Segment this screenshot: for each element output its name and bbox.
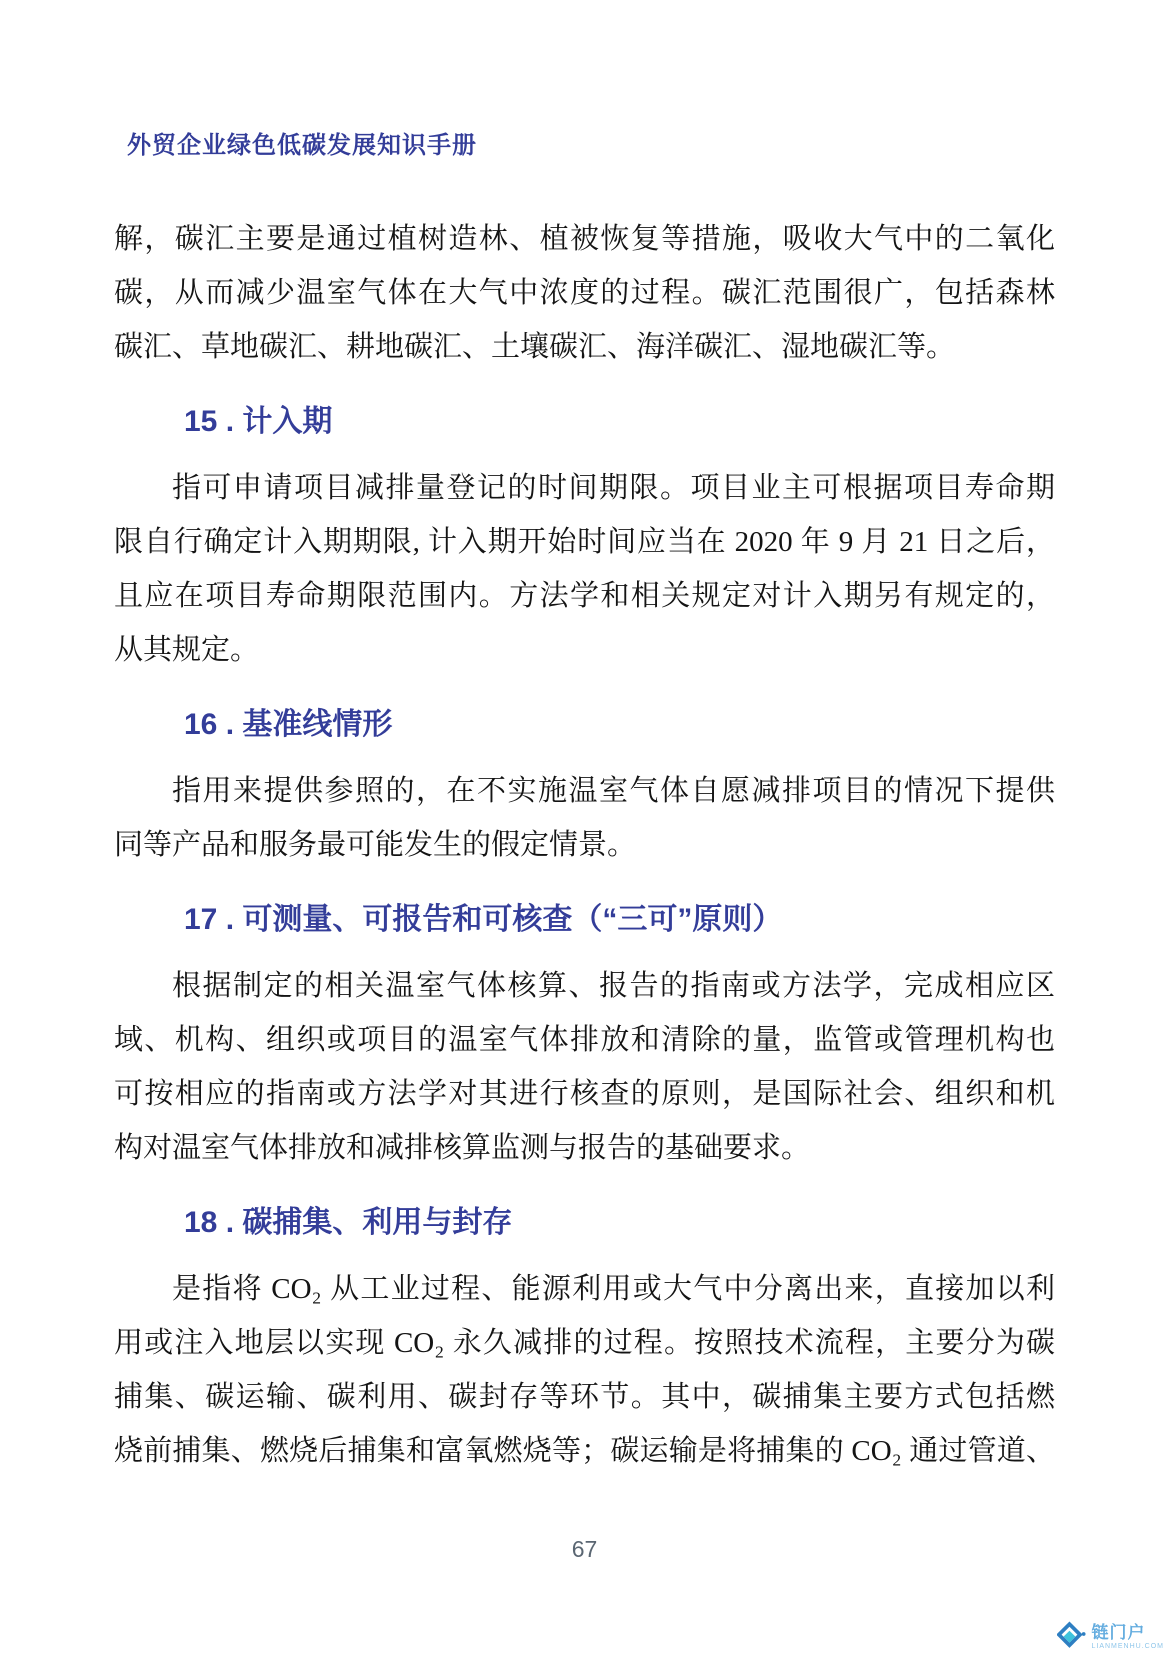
intro-paragraph: [114, 212, 1055, 374]
text-line: 同等产品和服务最可能发生的假定情景。: [114, 829, 637, 861]
section-18-heading: 18 . 碳捕集、利用与封存: [184, 1206, 513, 1239]
section-16: [114, 703, 1055, 872]
section-18-paragraph: [114, 1262, 1055, 1478]
section-15-paragraph: [114, 461, 1055, 677]
text-line: 可按相应的指南或方法学对其进行核查的原则，是国际社会、组织和机: [114, 1078, 1055, 1110]
section-16-heading: 16 . 基准线情形: [184, 708, 393, 741]
section-15-heading: 15 . 计入期: [184, 405, 333, 438]
section-18: [114, 1201, 1055, 1478]
text-line: 烧前捕集、燃烧后捕集和富氧燃烧等；碳运输是将捕集的 CO₂ 通过管道、: [114, 1435, 1055, 1467]
section-15: [114, 400, 1055, 677]
document-header-title: 外贸企业绿色低碳发展知识手册: [127, 132, 477, 159]
site-logo: [1057, 1620, 1164, 1653]
text-line: 且应在项目寿命期限范围内。方法学和相关规定对计入期另有规定的，: [114, 580, 1055, 612]
text-line: 捕集、碳运输、碳利用、碳封存等环节。其中，碳捕集主要方式包括燃: [114, 1381, 1055, 1413]
text-line: 碳汇、草地碳汇、耕地碳汇、土壤碳汇、海洋碳汇、湿地碳汇等。: [114, 331, 956, 363]
page-content: [114, 212, 1055, 1478]
section-17-paragraph: [114, 959, 1055, 1175]
text-line: 指可申请项目减排量登记的时间期限。项目业主可根据项目寿命期: [172, 472, 1055, 504]
text-line: 用或注入地层以实现 CO₂ 永久减排的过程。按照技术流程，主要分为碳: [114, 1327, 1055, 1359]
text-line: 是指将 CO₂ 从工业过程、能源利用或大气中分离出来，直接加以利: [172, 1273, 1055, 1305]
text-line: 从其规定。: [114, 634, 260, 666]
logo-text-block: [1091, 1624, 1164, 1650]
text-line: 解，碳汇主要是通过植树造林、植被恢复等措施，吸收大气中的二氧化: [114, 223, 1055, 255]
text-line: 碳，从而减少温室气体在大气中浓度的过程。碳汇范围很广，包括森林: [114, 277, 1055, 309]
section-16-paragraph: [114, 764, 1055, 872]
text-line: 限自行确定计入期期限, 计入期开始时间应当在 2020 年 9 月 21 日之后，: [114, 526, 1055, 558]
text-line: 指用来提供参照的，在不实施温室气体自愿减排项目的情况下提供: [172, 775, 1055, 807]
logo-name-text: 链门户: [1091, 1622, 1146, 1642]
logo-domain-text: LIANMENHU.COM: [1091, 1642, 1164, 1650]
text-line: 域、机构、组织或项目的温室气体排放和清除的量，监管或管理机构也: [114, 1024, 1055, 1056]
text-line: 根据制定的相关温室气体核算、报告的指南或方法学，完成相应区: [172, 970, 1055, 1002]
section-17: [114, 898, 1055, 1175]
text-line: 构对温室气体排放和减排核算监测与报告的基础要求。: [114, 1132, 811, 1164]
section-17-heading: 17 . 可测量、可报告和可核查（“三可”原则）: [184, 903, 783, 936]
page-number: 67: [571, 1536, 598, 1562]
diamond-logo-icon: [1057, 1620, 1087, 1653]
